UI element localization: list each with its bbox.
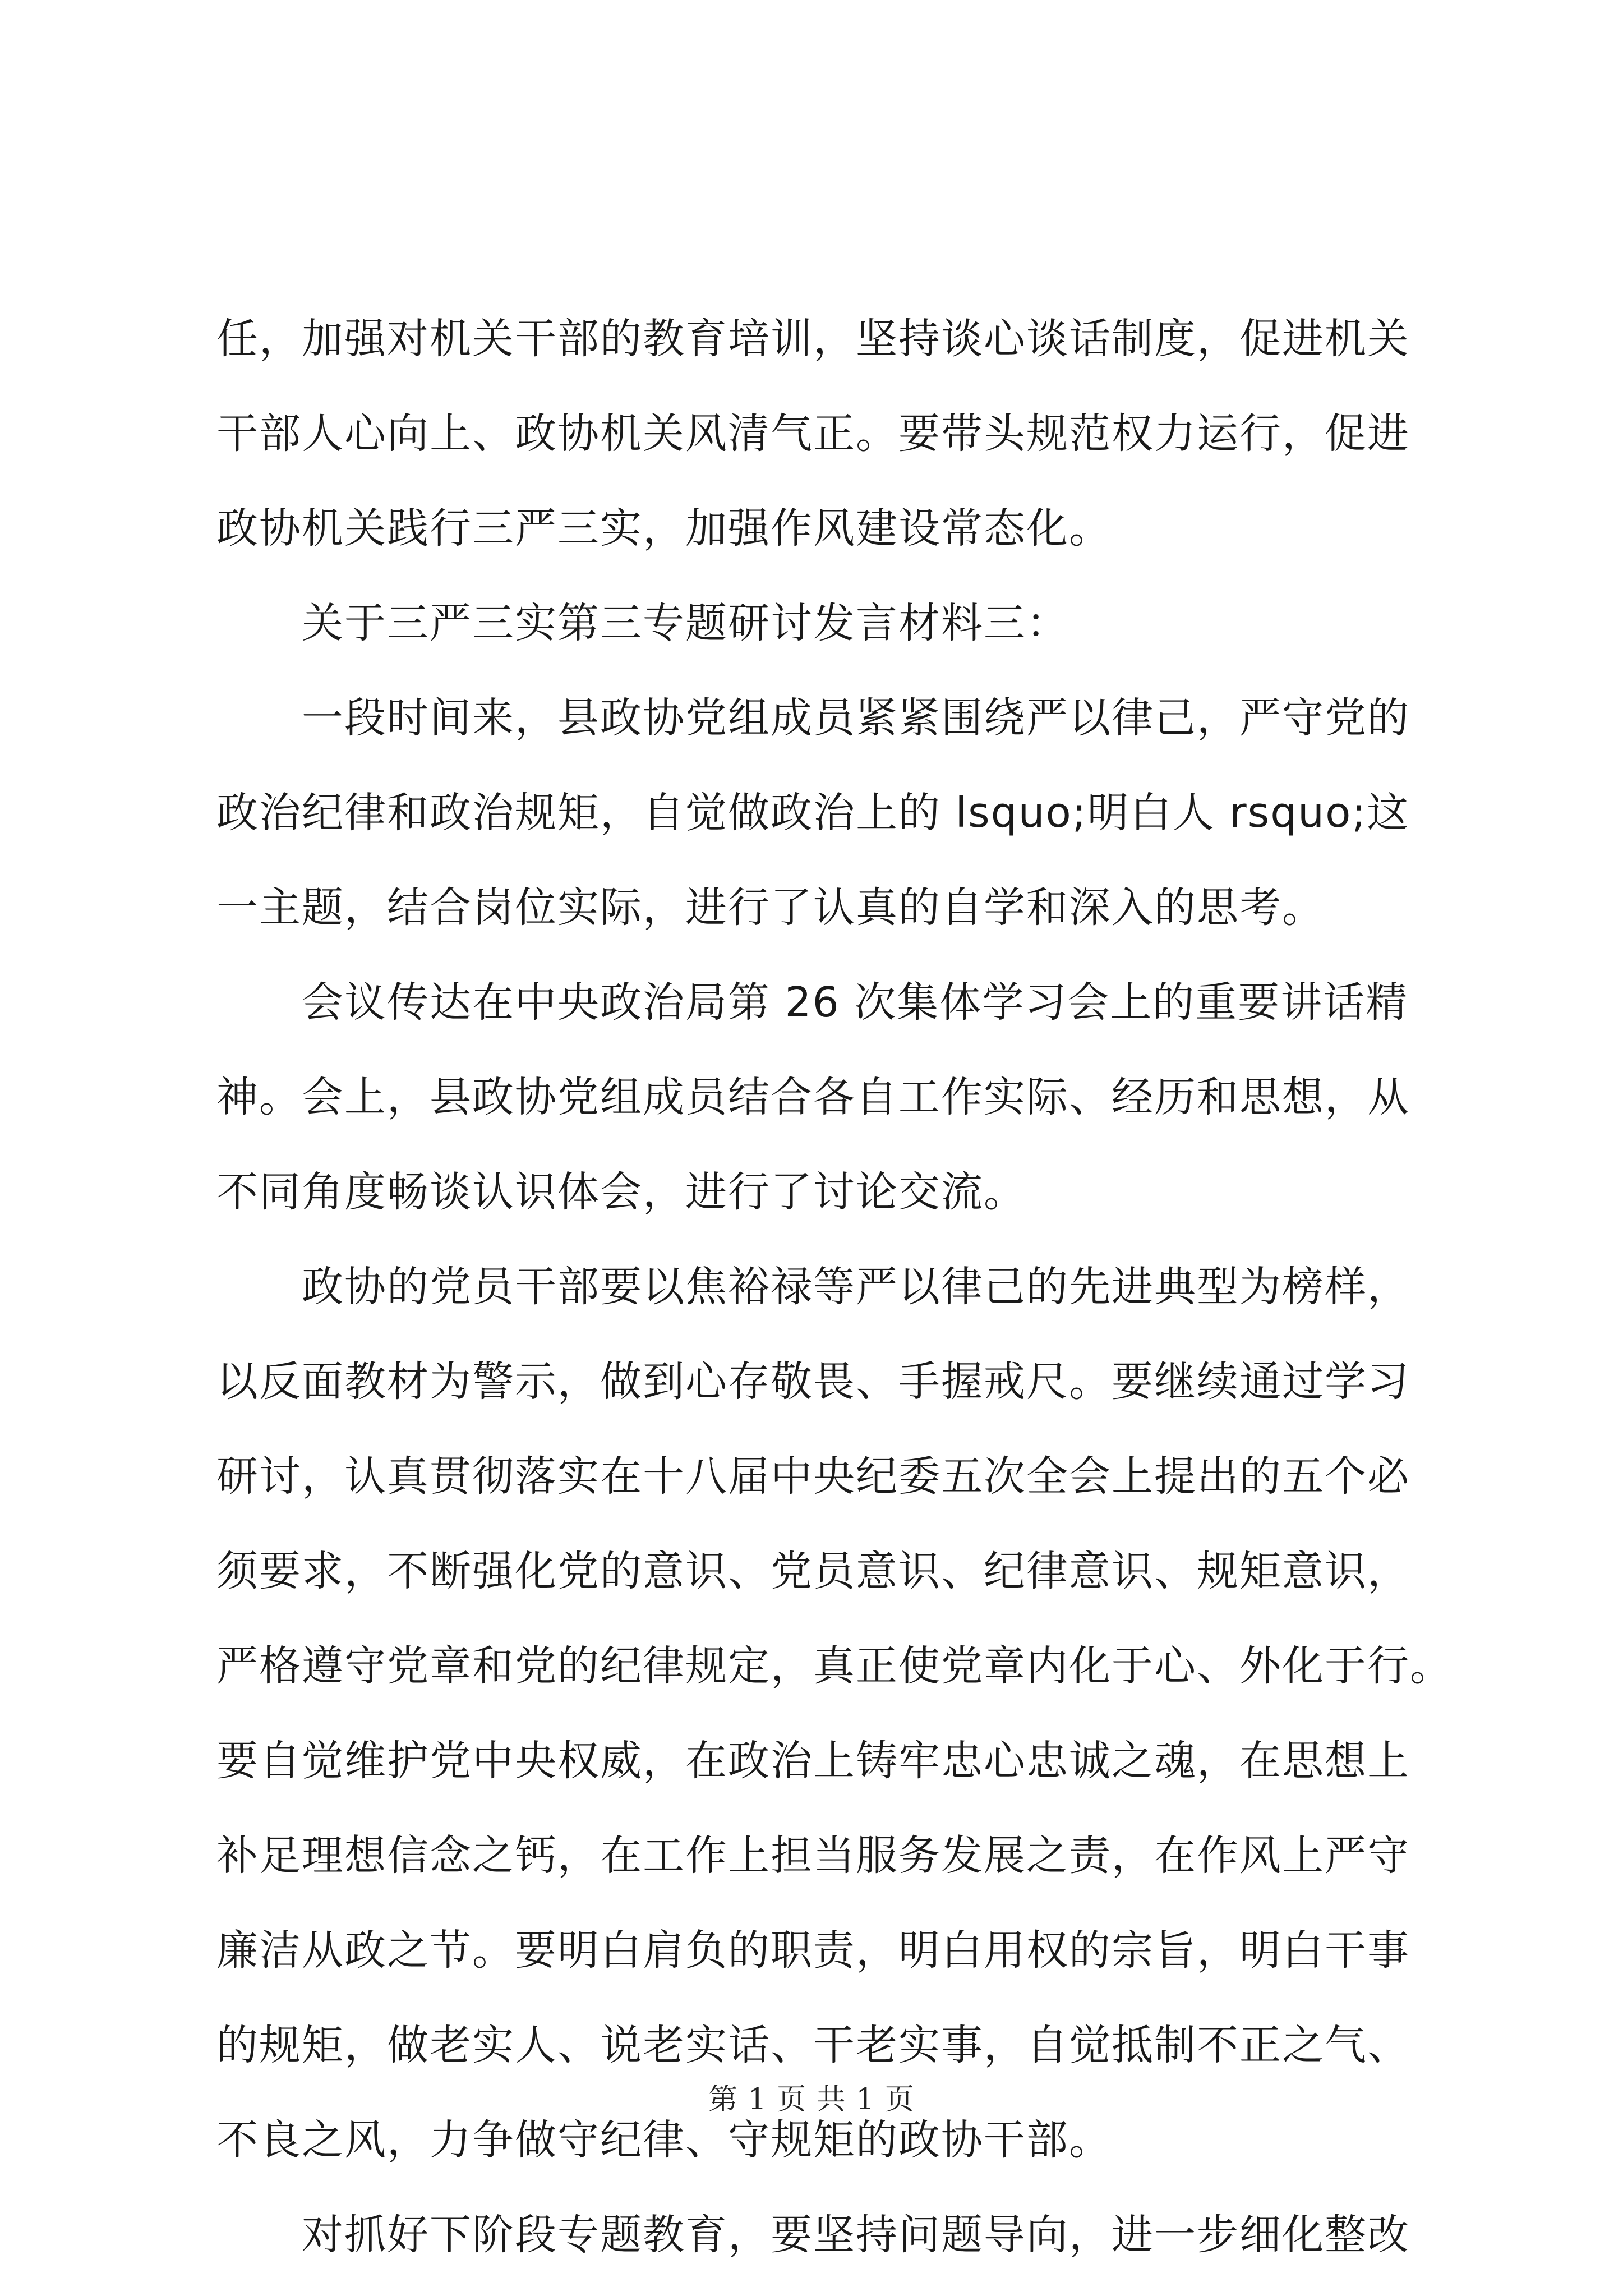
text-line: 干部人心向上、政协机关风清气正。要带头规范权力运行，促进 <box>216 409 1410 458</box>
text-line: 研讨，认真贯彻落实在十八届中央纪委五次全会上提出的五个必 <box>216 1452 1410 1501</box>
text-line: 补足理想信念之钙，在工作上担当服务发展之责，在作风上严守 <box>216 1832 1410 1880</box>
text-line: 一段时间来，县政协党组成员紧紧围绕严以律己，严守党的 <box>302 694 1410 742</box>
text-line: 政协的党员干部要以焦裕禄等严以律己的先进典型为榜样， <box>302 1263 1410 1311</box>
text-line: 以反面教材为警示，做到心存敬畏、手握戒尺。要继续通过学习 <box>216 1358 1410 1406</box>
text-line: 的规矩，做老实人、说老实话、干老实事，自觉抵制不正之气、 <box>216 2021 1410 2069</box>
text-line: 须要求，不断强化党的意识、党员意识、纪律意识、规矩意识， <box>216 1547 1410 1595</box>
text-line: 严格遵守党章和党的纪律规定，真正使党章内化于心、外化于行。 <box>216 1642 1453 1690</box>
text-line: 要自觉维护党中央权威，在政治上铸牢忠心忠诚之魂，在思想上 <box>216 1737 1410 1785</box>
text-line: 不良之风，力争做守纪律、守规矩的政协干部。 <box>216 2116 1112 2164</box>
text-line: 政协机关践行三严三实，加强作风建设常态化。 <box>216 504 1112 553</box>
text-line: 神。会上，县政协党组成员结合各自工作实际、经历和思想，从 <box>216 1073 1410 1121</box>
text-line: 廉洁从政之节。要明白肩负的职责，明白用权的宗旨，明白干事 <box>216 1926 1410 1975</box>
text-line: 关于三严三实第三专题研讨发言材料三： <box>302 599 1069 647</box>
text-line: 对抓好下阶段专题教育，要坚持问题导向，进一步细化整改 <box>302 2211 1410 2259</box>
page-footer: 第 1 页 共 1 页 <box>708 2083 915 2116</box>
text-line: 不同角度畅谈认识体会，进行了讨论交流。 <box>216 1168 1026 1216</box>
text-line: 任，加强对机关干部的教育培训，坚持谈心谈话制度，促进机关 <box>216 315 1410 363</box>
text-line: 政治纪律和政治规矩，自觉做政治上的 lsquo;明白人 rsquo;这 <box>216 789 1410 837</box>
text-line: 一主题，结合岗位实际，进行了认真的自学和深入的思考。 <box>216 884 1325 932</box>
text-line: 会议传达在中央政治局第 26 次集体学习会上的重要讲话精 <box>302 978 1409 1027</box>
document-body <box>216 292 1453 2283</box>
